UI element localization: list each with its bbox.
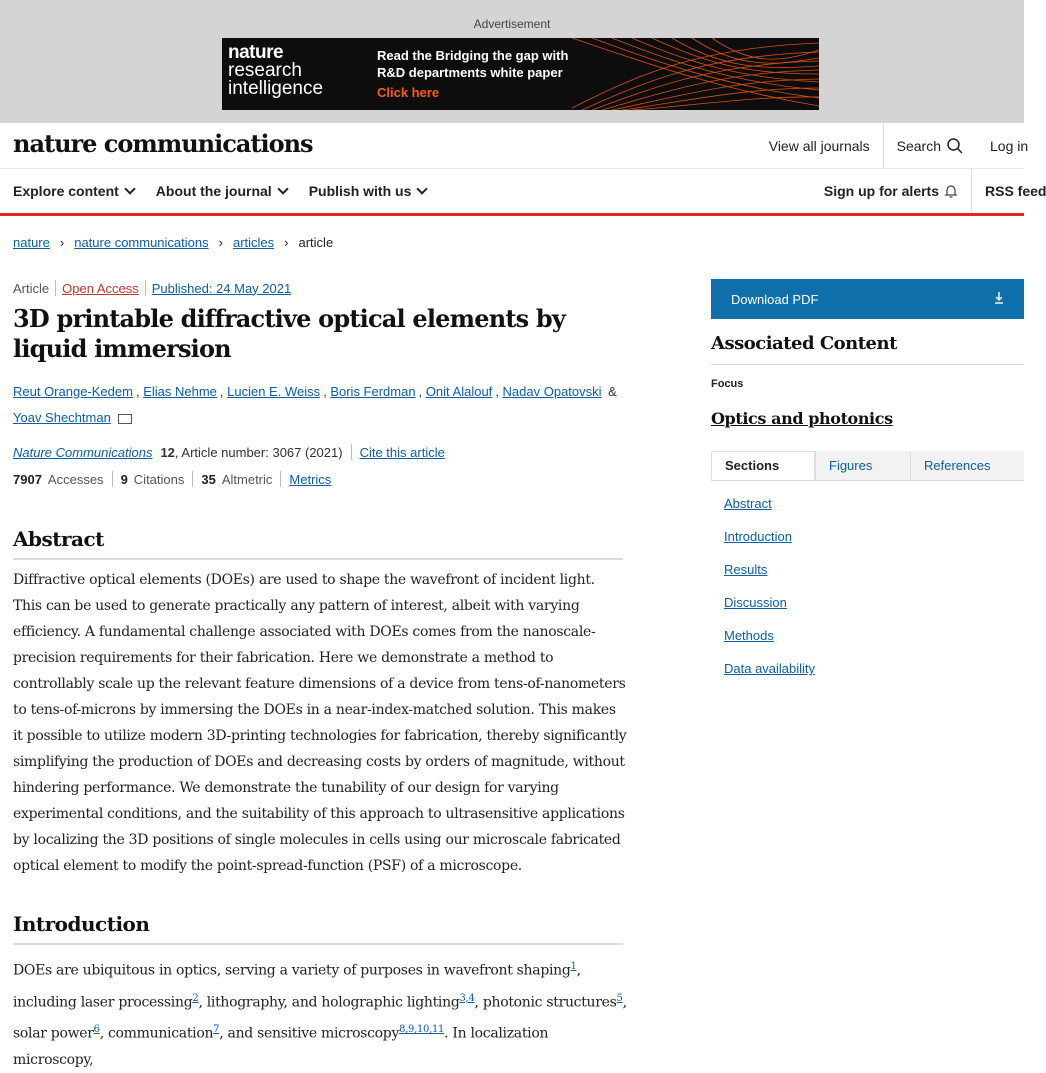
mail-icon[interactable] xyxy=(118,414,132,424)
intro-text-run: , including laser processing xyxy=(13,962,581,1011)
abstract-heading: Abstract xyxy=(13,527,623,560)
author-link[interactable]: Lucien E. Weiss xyxy=(227,384,321,399)
ad-brand-line3: intelligence xyxy=(228,78,324,99)
chevron-down-icon xyxy=(417,183,428,194)
open-access-link[interactable]: Open Access xyxy=(62,280,139,296)
about-journal-menu[interactable] xyxy=(156,183,287,199)
article-type: Article xyxy=(13,280,50,296)
accesses-count: 7907 xyxy=(13,471,42,487)
bell-icon xyxy=(944,184,958,198)
divider xyxy=(280,471,281,487)
accesses-label: Accesses xyxy=(47,471,104,487)
reference-link[interactable]: 8,9,10,11 xyxy=(399,1024,445,1036)
ad-headline-line2: R&D departments white paper xyxy=(377,65,563,80)
ad-headline-line1: Read the Bridging the gap with xyxy=(377,48,569,63)
abstract-text: Diffractive optical elements (DOEs) are used to shape the wavefront of incident light. This can be used to generate practically any pattern of interest, albeit with varying efficiency. A fundamental challenge associated with DOEs comes from the nanoscale-precision requirements for their fabrication. Here we demonstrate a method to controllably scale up the relevant feature dimensions of a device from tens-of-nanometers to tens-of-microns by immersing the DOEs in a near-index-matched solution. This makes it possible to utilize modern 3D-printing technologies for fabrication, thereby significantly simplifying the production of DOEs and decreasing costs by orders of magnitude, without hindering performance. We demonstrate the tunability of our design for varying experimental conditions, and the suitability of this approach to ultrasensitive applications by localizing the 3D positions of single molecules in cells using our microscale fabricated optical element to modify the point-spread-function (PSF) of a microscope. xyxy=(13,572,627,874)
article-meta xyxy=(13,280,623,296)
ad-wave-graphic xyxy=(572,38,819,110)
divider xyxy=(55,280,56,296)
section-link-methods[interactable]: Methods xyxy=(724,628,774,643)
focus-label: Focus xyxy=(711,378,744,390)
chevron-right-icon: › xyxy=(284,235,289,250)
author-link[interactable]: Reut Orange-Kedem xyxy=(13,384,133,399)
main-navigation xyxy=(0,169,1046,216)
journal-link[interactable]: Nature Communications xyxy=(13,444,153,460)
explore-content-menu[interactable] xyxy=(13,183,134,199)
ad-cta-link[interactable]: Click here xyxy=(377,85,440,100)
published-date-link[interactable]: Published: 24 May 2021 xyxy=(151,280,292,296)
introduction-text xyxy=(13,952,627,1073)
reference-link[interactable]: 2 xyxy=(192,992,199,1004)
author-link[interactable]: Yoav Shechtman xyxy=(13,410,111,425)
breadcrumb-nature[interactable]: nature xyxy=(13,235,50,250)
divider xyxy=(145,280,146,296)
introduction-section-header xyxy=(13,912,623,945)
altmetric-label: Altmetric xyxy=(221,471,273,487)
section-link-introduction[interactable]: Introduction xyxy=(724,529,792,544)
ad-brand-logo xyxy=(228,44,323,98)
introduction-heading: Introduction xyxy=(13,912,623,945)
article-title: 3D printable diffractive optical elements by liquid immersion xyxy=(13,304,566,363)
author-link[interactable]: Boris Ferdman xyxy=(330,384,416,399)
tab-references[interactable]: References xyxy=(910,451,1024,480)
tab-sections[interactable]: Sections xyxy=(711,451,815,480)
ad-brand-line1: nature xyxy=(228,42,284,63)
intro-text-run: DOEs are ubiquitous in optics, serving a variety of purposes in wavefront shaping xyxy=(13,962,571,979)
chevron-down-icon xyxy=(124,183,135,194)
publish-with-us-menu[interactable] xyxy=(309,183,427,199)
author-link[interactable]: Onit Alalouf xyxy=(425,384,493,399)
ad-banner[interactable] xyxy=(222,38,819,110)
search-icon xyxy=(946,137,964,155)
citation-line xyxy=(13,444,623,460)
login-link[interactable]: Log in xyxy=(990,137,1029,154)
intro-text-run: , communication xyxy=(99,1025,214,1042)
download-icon xyxy=(994,292,1004,304)
breadcrumb-articles[interactable]: articles xyxy=(232,235,275,250)
author-ampersand: & xyxy=(608,384,617,399)
sign-up-alerts-button[interactable] xyxy=(811,169,971,213)
divider xyxy=(192,471,193,487)
abstract-section-header xyxy=(13,527,623,560)
article-number: , Article number: 3067 (2021) xyxy=(174,444,343,460)
metrics-link[interactable]: Metrics xyxy=(289,471,332,487)
rss-feed-link[interactable]: RSS feed xyxy=(971,169,1024,213)
sidebar-tabs xyxy=(711,451,1024,481)
reference-link[interactable]: 1 xyxy=(570,961,577,972)
divider xyxy=(112,471,113,487)
explore-content-label: Explore content xyxy=(13,183,119,199)
intro-text-run: , lithography, and holographic lighting xyxy=(198,994,460,1011)
view-all-journals-link[interactable]: View all journals xyxy=(768,137,870,154)
section-link-data-availability[interactable]: Data availability xyxy=(724,661,816,676)
citations-label: Citations xyxy=(133,471,185,487)
divider xyxy=(351,444,352,460)
publish-with-us-label: Publish with us xyxy=(308,183,412,199)
download-pdf-label: Download PDF xyxy=(731,291,819,307)
intro-text-run: , photonic structures xyxy=(474,994,617,1011)
sections-list xyxy=(724,496,816,676)
author-link[interactable]: Nadav Opatovski xyxy=(502,384,602,399)
associated-content-heading: Associated Content xyxy=(711,333,1024,365)
article-header xyxy=(13,280,623,487)
intro-text-run: , and sensitive microscopy xyxy=(219,1025,400,1042)
focus-collection-link[interactable]: Optics and photonics xyxy=(711,409,893,428)
chevron-down-icon xyxy=(277,183,288,194)
breadcrumb-nature-communications[interactable]: nature communications xyxy=(74,235,209,250)
section-link-results[interactable]: Results xyxy=(724,562,768,577)
tab-figures[interactable]: Figures xyxy=(815,451,910,480)
advertisement-area xyxy=(0,0,1024,123)
sign-up-alerts-label: Sign up for alerts xyxy=(823,183,939,199)
volume-number: 12 xyxy=(160,444,175,460)
breadcrumb xyxy=(13,235,333,250)
chevron-right-icon: › xyxy=(59,235,65,250)
author-list: Reut Orange-Kedem , Elias Nehme , Lucien E. Weiss , Boris Ferdman , Onit Alalouf , Nadav Opatovski & Yoav Shechtman xyxy=(13,384,617,425)
breadcrumb-current: article xyxy=(298,235,334,250)
chevron-right-icon: › xyxy=(218,235,223,250)
citations-count: 9 xyxy=(120,471,128,487)
article-metrics xyxy=(13,471,623,487)
search-label: Search xyxy=(896,137,941,154)
author-link[interactable]: Elias Nehme xyxy=(143,384,217,399)
intro-text-run: . In localization microscopy, xyxy=(13,1025,549,1068)
journal-logo[interactable]: nature communications xyxy=(13,129,313,158)
search-button[interactable] xyxy=(883,123,977,168)
ad-brand-line2: research xyxy=(228,60,302,81)
reference-link[interactable]: 3,4 xyxy=(459,992,475,1004)
header-actions xyxy=(756,123,1029,168)
reference-link[interactable]: 5 xyxy=(616,992,623,1004)
cite-article-link[interactable]: Cite this article xyxy=(359,444,445,460)
download-pdf-button[interactable] xyxy=(711,279,1024,319)
section-link-abstract[interactable]: Abstract xyxy=(724,496,772,511)
reference-link[interactable]: 6 xyxy=(93,1024,100,1036)
intro-text-run: , solar power xyxy=(13,994,627,1042)
ad-label: Advertisement xyxy=(473,17,551,31)
reference-link[interactable]: 7 xyxy=(213,1024,220,1036)
altmetric-count: 35 xyxy=(201,471,216,487)
about-journal-label: About the journal xyxy=(155,183,272,199)
site-header xyxy=(0,123,1029,169)
section-link-discussion[interactable]: Discussion xyxy=(724,595,787,610)
